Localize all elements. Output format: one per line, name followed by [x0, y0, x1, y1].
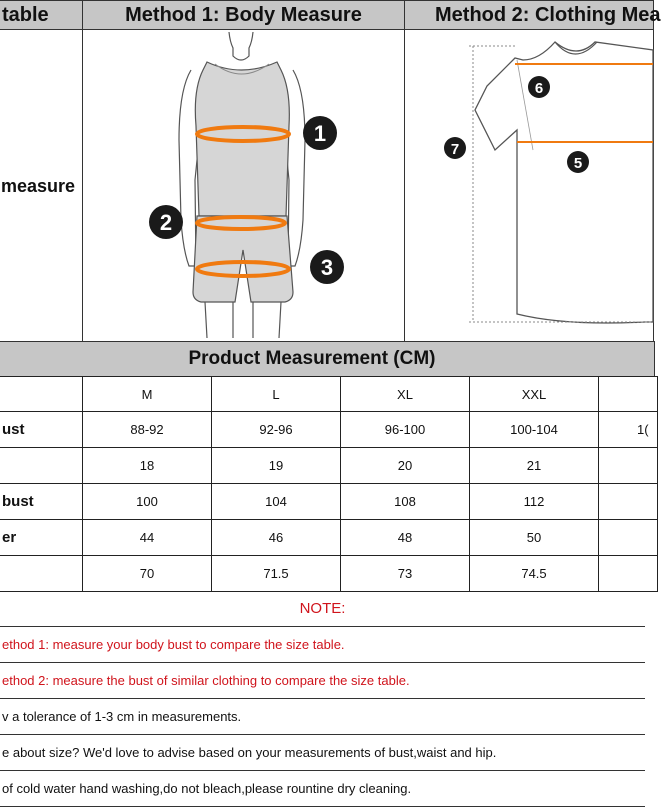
table-cell: 73 [340, 555, 470, 592]
note-line-5: of cold water hand washing,do not bleach,please rountine dry cleaning. [0, 771, 645, 807]
table-cell: 96-100 [340, 411, 470, 448]
body-measure-cell [82, 29, 405, 342]
size-header-xl: XL [340, 376, 470, 412]
row-label-bust-2: bust [0, 483, 83, 520]
table-cell [598, 447, 658, 484]
marker-5-icon [567, 151, 589, 173]
table-cell: 18 [82, 447, 212, 484]
side-label-text: measure [1, 176, 76, 196]
table-cell: 48 [340, 519, 470, 556]
marker-6-icon [528, 76, 550, 98]
note-line-1: ethod 1: measure your body bust to compare the size table. [0, 627, 645, 663]
product-measurement-title-text: Product Measurement (CM) [188, 348, 436, 369]
table-cell: 19 [211, 447, 341, 484]
marker-3-icon [310, 250, 344, 284]
table-cell: 70 [82, 555, 212, 592]
marker-7-icon [444, 137, 466, 159]
table-cell: 92-96 [211, 411, 341, 448]
size-header-extra [598, 376, 658, 412]
row-label-bust: ust [0, 411, 83, 448]
svg-text:1: 1 [313, 121, 327, 146]
product-measurement-title [0, 341, 655, 377]
table-cell: 74.5 [469, 555, 599, 592]
table-cell: 20 [340, 447, 470, 484]
size-header-l: L [211, 376, 341, 412]
table-cell: 21 [469, 447, 599, 484]
table-cell: 100 [82, 483, 212, 520]
marker-2-icon [149, 205, 183, 239]
clothing-measure-cell [404, 29, 654, 342]
svg-text:3: 3 [320, 255, 334, 280]
table-cell: 71.5 [211, 555, 341, 592]
note-line-3: v a tolerance of 1-3 cm in measurements. [0, 699, 645, 735]
size-header-m: M [82, 376, 212, 412]
table-cell: 50 [469, 519, 599, 556]
tshirt-illustration [405, 30, 653, 341]
header-col-size-table [0, 0, 83, 30]
table-cell: 112 [469, 483, 599, 520]
table-cell: 108 [340, 483, 470, 520]
svg-text:5: 5 [573, 155, 583, 172]
size-header-label [0, 376, 83, 412]
table-cell [598, 519, 658, 556]
table-cell: 1( [598, 411, 658, 448]
notes-title [0, 591, 645, 627]
row-label-shoulder: er [0, 519, 83, 556]
header-col-method-1 [82, 0, 405, 30]
table-cell: 44 [82, 519, 212, 556]
table-cell [598, 555, 658, 592]
side-label-cell [0, 29, 83, 342]
table-cell: 104 [211, 483, 341, 520]
row-label-5 [0, 555, 83, 592]
size-header-xxl: XXL [469, 376, 599, 412]
table-cell: 46 [211, 519, 341, 556]
header-method-1-text: Method 1: Body Measure [125, 3, 362, 26]
table-cell: 100-104 [469, 411, 599, 448]
header-col-method-2 [404, 0, 661, 30]
body-figure-illustration [83, 30, 404, 341]
note-line-4: e about size? We'd love to advise based on your measurements of bust,waist and hip. [0, 735, 645, 771]
table-cell [598, 483, 658, 520]
marker-1-icon [303, 116, 337, 150]
svg-text:7: 7 [450, 141, 460, 158]
note-line-2: ethod 2: measure the bust of similar clothing to compare the size table. [0, 663, 645, 699]
header-col-size-table-text: table [2, 3, 49, 26]
row-label-2 [0, 447, 83, 484]
notes-title-text: NOTE: [299, 600, 346, 617]
svg-text:6: 6 [534, 80, 544, 97]
svg-text:2: 2 [159, 210, 173, 235]
table-cell: 88-92 [82, 411, 212, 448]
header-method-2-text: Method 2: Clothing Mea [435, 3, 661, 26]
